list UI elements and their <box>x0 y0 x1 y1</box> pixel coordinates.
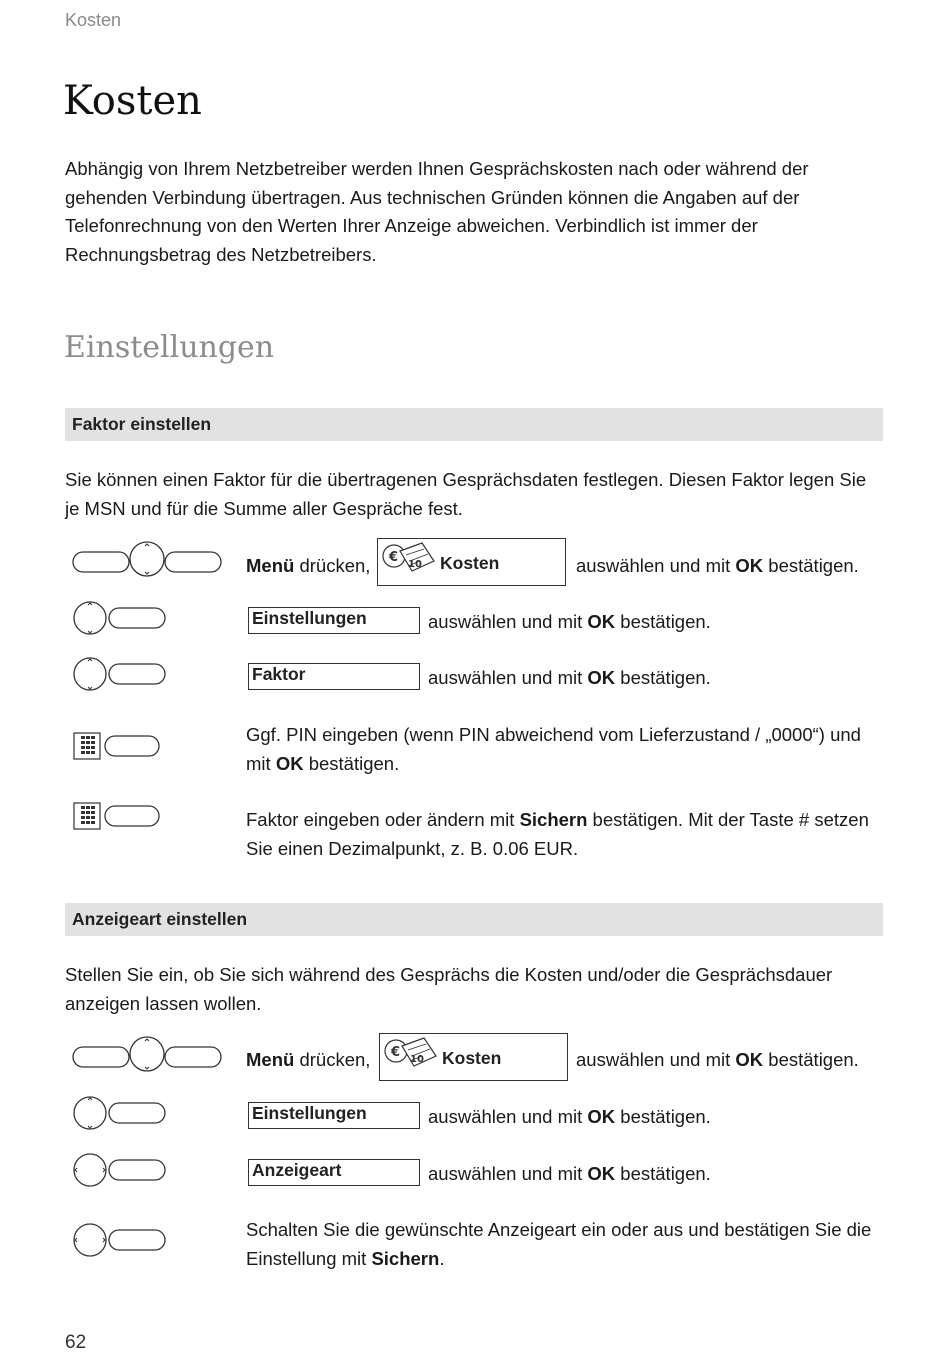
nav-leftright-ok-icon <box>73 1153 167 1187</box>
keypad-ok-icon <box>73 802 163 830</box>
menu-nav-keys-icon <box>72 541 222 577</box>
running-header: Kosten <box>65 10 122 30</box>
anzeigeart-step1-instruction: auswählen und mit OK bestätigen. <box>576 1049 859 1070</box>
page-number: 62 <box>65 1332 87 1353</box>
faktor-description: Sie können einen Faktor für die übertragenen Gesprächsdaten festlegen. Diesen Faktor legen Sie je MSN und für die Summe aller Gespräche fest. <box>65 469 867 519</box>
intro-paragraph: Abhängig von Ihrem Netzbetreiber werden Ihnen Gesprächskosten nach oder während der gehenden Verbindung übertragen. Aus technischen Gründen können die Angaben auf der Telefonrechnung von den Werten Ihrer Anzeige abweichen. Verbindlich ist immer der Rechnungsbetrag des Netzbetreibers. <box>65 158 809 265</box>
anzeigeart-step1-prefix: Menü drücken, <box>246 1049 371 1070</box>
svg-text:€: € <box>391 1045 401 1060</box>
nav-updown-ok-icon <box>73 601 167 635</box>
display-kosten: € 10 Kosten <box>377 538 566 586</box>
faktor-step5-instruction: Faktor eingeben oder ändern mit Sichern bestätigen. Mit der Taste # setzen Sie einen Dezimalpunkt, z. B. 0.06 EUR. <box>246 809 869 859</box>
display-kosten: € 10 Kosten <box>379 1033 568 1081</box>
faktor-heading-bar <box>65 408 883 441</box>
faktor-step1-instruction: auswählen und mit OK bestätigen. <box>576 555 859 576</box>
faktor-step2-instruction: auswählen und mit OK bestätigen. <box>428 611 711 632</box>
keypad-ok-icon <box>73 732 163 760</box>
svg-text:10: 10 <box>408 559 422 570</box>
nav-leftright-ok-icon <box>73 1223 167 1257</box>
anzeigeart-description: Stellen Sie ein, ob Sie sich während des Gesprächs die Kosten und/oder die Gesprächsdauer anzeigen lassen wollen. <box>65 964 833 1014</box>
faktor-step4-instruction: Ggf. PIN eingeben (wenn PIN abweichend vom Lieferzustand / „0000“) und mit OK bestätigen. <box>246 724 861 774</box>
display-faktor: Faktor <box>248 663 420 690</box>
page-title: Kosten <box>63 78 202 124</box>
faktor-step1-prefix: Menü drücken, <box>246 555 371 576</box>
display-anzeigeart: Anzeigeart <box>248 1159 420 1186</box>
anzeigeart-step4-instruction: Schalten Sie die gewünschte Anzeigeart ein oder aus und bestätigen Sie die Einstellung mit Sichern. <box>246 1219 872 1269</box>
faktor-step3-instruction: auswählen und mit OK bestätigen. <box>428 667 711 688</box>
anzeigeart-step2-instruction: auswählen und mit OK bestätigen. <box>428 1106 711 1127</box>
anzeigeart-heading: Anzeigeart einstellen <box>72 909 248 929</box>
anzeigeart-step3-instruction: auswählen und mit OK bestätigen. <box>428 1163 711 1184</box>
kosten-euro-icon <box>382 1036 438 1076</box>
menu-nav-keys-icon <box>72 1036 222 1072</box>
faktor-heading: Faktor einstellen <box>72 414 212 434</box>
nav-updown-ok-icon <box>73 1096 167 1130</box>
kosten-euro-icon <box>380 541 436 581</box>
nav-updown-ok-icon <box>73 657 167 691</box>
svg-text:10: 10 <box>410 1054 424 1065</box>
svg-text:€: € <box>389 550 399 565</box>
section-title: Einstellungen <box>64 330 275 365</box>
display-einstellungen: Einstellungen <box>248 607 420 634</box>
anzeigeart-heading-bar <box>65 903 883 936</box>
display-einstellungen: Einstellungen <box>248 1102 420 1129</box>
